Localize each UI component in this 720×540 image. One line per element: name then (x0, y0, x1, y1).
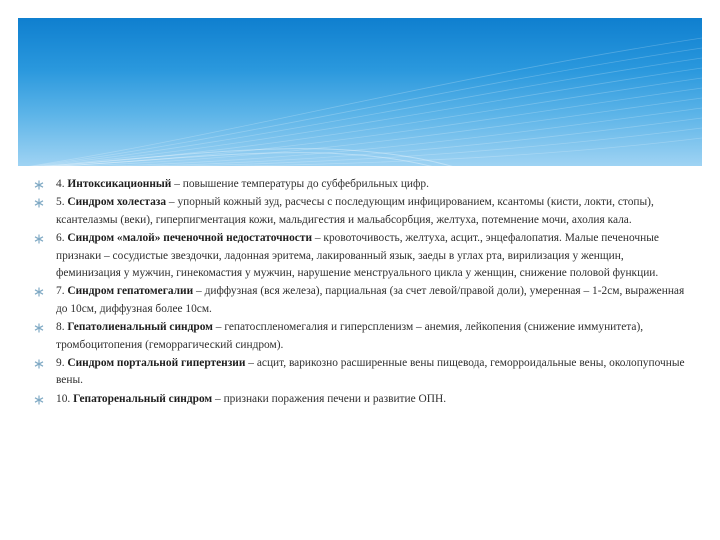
asterisk-icon (34, 180, 44, 190)
list-item (34, 283, 686, 318)
syndrome-description: – признаки поражения печени и развитие ОПН. (212, 392, 447, 405)
syndrome-name: Синдром «малой» печеночной недостаточности (67, 232, 313, 245)
syndrome-list (34, 176, 686, 409)
syndrome-name: Синдром портальной гипертензии (67, 357, 246, 370)
asterisk-icon (34, 198, 44, 208)
asterisk-icon (34, 359, 44, 369)
item-number: 10. (56, 392, 74, 405)
list-item (34, 230, 686, 282)
syndrome-name: Синдром холестаза (67, 196, 167, 209)
item-number: 8. (56, 321, 68, 334)
list-item (34, 355, 686, 390)
asterisk-icon (34, 287, 44, 297)
wave-lines-decoration (18, 18, 702, 166)
syndrome-description: – гепатоспленомегалия и гиперспленизм – анемия, лейкопения (снижение иммунитета), тромбоцитопения (геморрагический синдром). (56, 321, 644, 351)
asterisk-icon (34, 395, 44, 405)
syndrome-name: Гепатолиенальный синдром (67, 321, 213, 334)
syndrome-name: Синдром гепатомегалии (67, 285, 194, 298)
asterisk-icon (34, 323, 44, 333)
asterisk-icon (34, 234, 44, 244)
item-number: 7. (56, 285, 68, 298)
syndrome-description: – повышение температуры до субфебрильных цифр. (171, 178, 429, 190)
list-item (34, 194, 686, 229)
syndrome-description: – кровоточивость, желтуха, асцит., энцефалопатия. Малые печеночные признаки – сосудистые звездочки, ладонная эритема, лакированный язык, заеды в углах рта, вирилизация у женщин, феминизация у мужчин, гинекомастия у мужчин, нарушение менструального цикла у женщин, снижение половой функции. (56, 232, 659, 280)
syndrome-name: Интоксикационный (67, 178, 172, 190)
list-item (34, 391, 686, 408)
item-number: 5. (56, 196, 68, 209)
syndrome-name: Гепаторенальный синдром (73, 392, 213, 405)
item-number: 9. (56, 357, 68, 370)
header-banner (18, 18, 702, 166)
syndrome-description: – асцит, варикозно расширенные вены пищевода, геморроидальные вены, околопупочные вены. (56, 357, 685, 387)
syndrome-description: – диффузная (вся железа), парциальная (за счет левой/правой доли), умеренная – 1-2см, выраженная до 10см, диффузная более 10см. (56, 285, 685, 315)
item-number: 4. (56, 178, 68, 190)
syndrome-description: – упорный кожный зуд, расчесы с последующим инфицированием, ксантомы (кисти, локти, стопы), ксантелазмы (веки), гиперпигментация кожи, мальдигестия и мальабсорбция, желтуха, потемнение мочи, ахолия кала. (56, 196, 654, 226)
list-item (34, 176, 686, 193)
item-number: 6. (56, 232, 68, 245)
list-item (34, 319, 686, 354)
